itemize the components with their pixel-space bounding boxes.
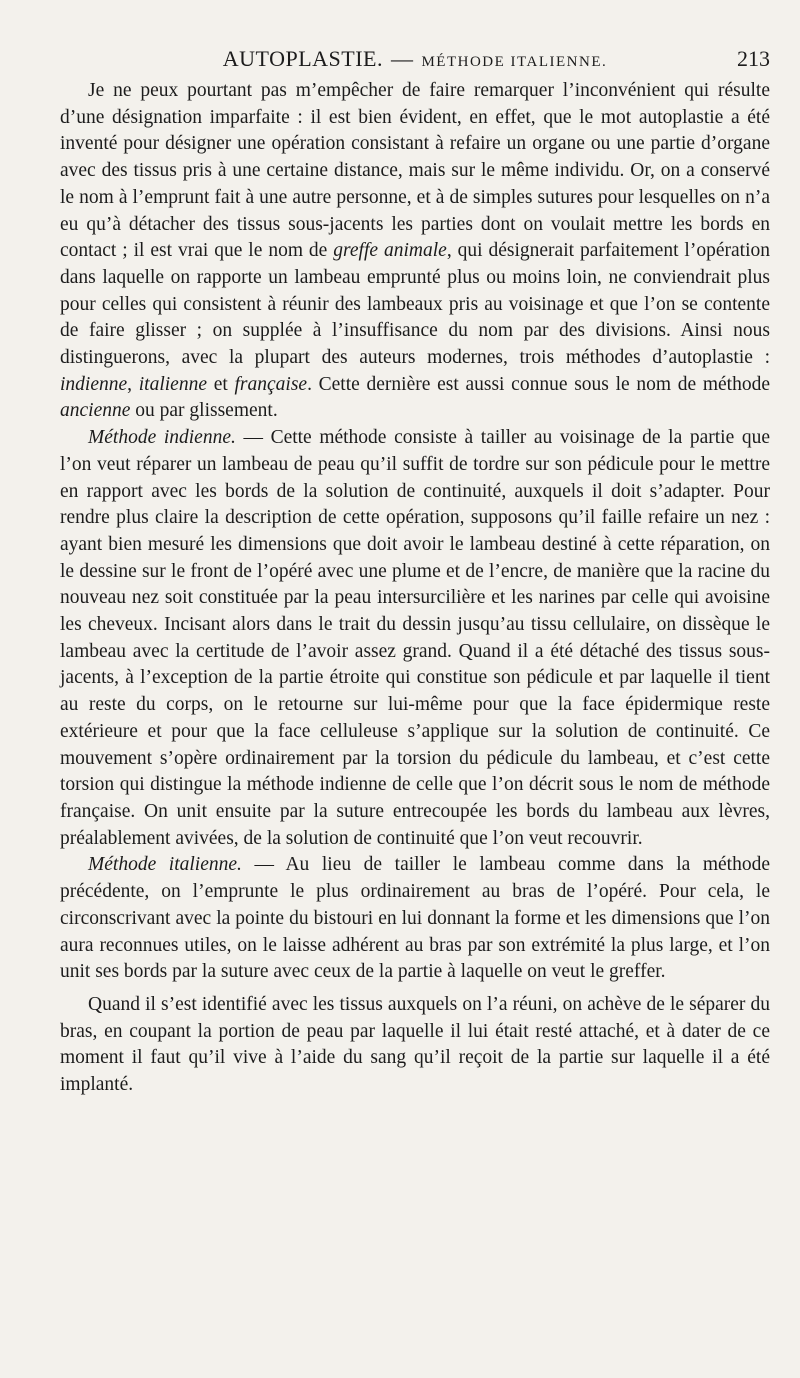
text-run: — Au lieu de tailler le lambeau comme dans la méthode précédente, on l’emprunte le plus ordinairement au bras de l’opéré. Pour cela, le circonscrivant avec la pointe du bistouri en lui donnant la forme et les dimensions que l’on aura reconnues utiles, on le laisse adhérent au bras par son extrémité la plus large, et l’on unit ses bords par la suture avec ceux de la partie à laquelle on veut le greffer. (60, 854, 771, 983)
paragraph-final (60, 992, 770, 1099)
text-run: Quand il s’est identifié avec les tissus auxquels on l’a réuni, on achève de le séparer du bras, en coupant la portion de peau par laquelle il lui était resté attaché, et à dater de ce moment il faut qu’il vive à l’aide du sang qu’il reçoit de la partie sur laquelle il a été implanté. (60, 993, 770, 1096)
running-title-sub: MÉTHODE ITALIENNE. (421, 54, 608, 70)
text-run: , (127, 373, 139, 395)
italic-term: indienne (60, 373, 128, 395)
page-number: 213 (737, 46, 770, 71)
paragraph-methode-indienne (60, 425, 770, 852)
text-run: ou par glissement. (130, 400, 278, 422)
paragraph-intro (60, 78, 770, 425)
running-title (60, 46, 770, 72)
text-run: , qui désignerait parfaitement l’opération dans laquelle on rapporte un lambeau emprunté plus ou moins loin, ne conviendrait plus pour celles qui consistent à réunir des lambeaux pris au voisinage et que l’on se contente de faire glisser ; on supplée à l’insuffisance du nom par des divisions. Ainsi nous distinguerons, avec la plupart des auteurs modernes, trois méthodes d’autoplastie : (60, 240, 770, 369)
running-title-main: AUTOPLASTIE. (222, 46, 383, 71)
italic-term: greffe animale (333, 240, 447, 262)
paragraph-methode-italienne (60, 852, 770, 986)
text-run: et (206, 373, 235, 395)
body-text (60, 78, 770, 1099)
text-run: Je ne peux pourtant pas m’empêcher de faire remarquer l’inconvénient qui résulte d’une désignation imparfaite : il est bien évident, en effet, que le mot autoplastie a été inventé pour désigner une opération consistant à refaire un organe ou une partie d’organe avec des tissus pris à une certaine distance, mais sur le même individu. Or, on a conservé le nom à l’emprunt fait à une autre personne, et à de simples sutures pour lesquelles on n’a eu qu’à détacher des tissus sous-jacents les parties dont on voulait mettre les bords en contact ; il est vrai que le nom de (60, 80, 770, 262)
italic-term: française (234, 373, 308, 395)
section-heading-indienne: Méthode indienne. (88, 427, 236, 449)
text-run: — Cette méthode consiste à tailler au voisinage de la partie que l’on veut réparer un lambeau de peau qu’il suffit de tordre sur son pédicule pour le mettre en rapport avec les bords de la solution de continuité, auxquels il doit s’adapter. Pour rendre plus claire la description de cette opération, supposons qu’il faille refaire un nez : ayant bien mesuré les dimensions que doit avoir le lambeau destiné à cette réparation, on le dessine sur le front de l’opéré avec une plume et de l’encre, de manière que la racine du nouveau nez soit constituée par la peau intersurcilière et les narines par celle qui avoisine les cheveux. Incisant alors dans le trait du dessin jusqu’au tissu cellulaire, on dissèque le lambeau avec la certitude de l’avoir assez grand. Quand il a été détaché des tissus sous-jacents, à l’exception de la partie étroite qui constitue son pédicule et par laquelle il tient au reste du corps, on le retourne sur lui-même pour que la face épidermique reste extérieure et pour que la face celluleuse s’applique sur la solution de continuité. Ce mouvement s’opère ordinairement par la torsion du pédicule du lambeau, et c’est cette torsion qui distingue la méthode indienne de celle que l’on décrit sous le nom de méthode française. On unit ensuite par la suture entrecoupée les bords du lambeau aux lèvres, préalablement avivées, de la solution de continuité que l’on veut recouvrir. (60, 427, 770, 849)
italic-term: ancienne (60, 400, 131, 422)
italic-term: italienne (138, 373, 207, 395)
running-head (60, 46, 770, 78)
section-heading-italienne: Méthode italienne. (88, 854, 242, 876)
text-run: . Cette dernière est aussi connue sous le nom de méthode (307, 373, 771, 395)
running-title-dash: — (390, 46, 414, 71)
